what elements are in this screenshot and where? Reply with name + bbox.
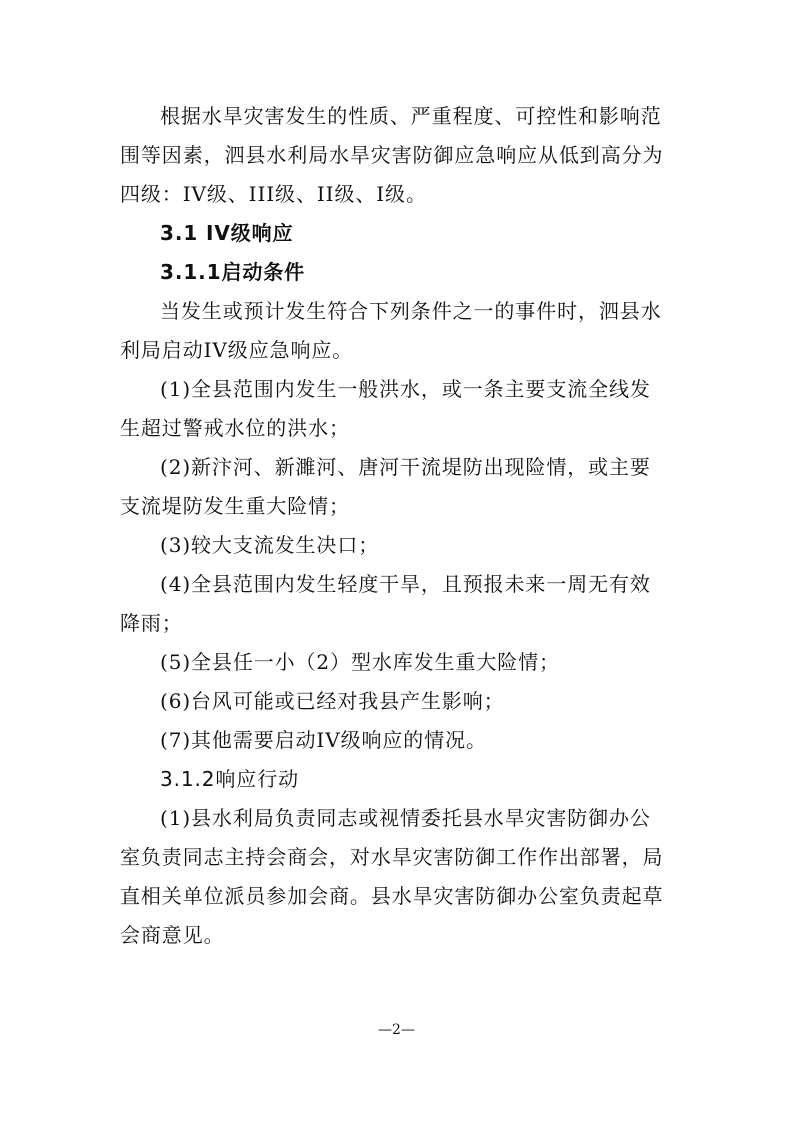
text-line: (5)全县任一小（2）型水库发生重大险情； (160, 650, 560, 674)
text-line: (6)台风可能或已经对我县产生影响； (160, 689, 505, 713)
text-line: (2)新汴河、新濉河、唐河干流堤防出现险情，或主要 (160, 455, 651, 479)
document-body (120, 97, 686, 955)
text-line: (7)其他需要启动IV级响应的情况。 (160, 728, 487, 752)
text-line: 支流堤防发生重大险情； (120, 494, 350, 518)
text-line: 生超过警戒水位的洪水； (120, 416, 350, 440)
section-heading-3-1 (120, 214, 686, 253)
condition-item-1 (120, 370, 686, 448)
section-heading-3-1-2 (120, 760, 686, 799)
condition-item-7 (120, 721, 686, 760)
text-line: (1)全县范围内发生一般洪水，或一条主要支流全线发 (160, 377, 651, 401)
condition-item-3 (120, 526, 686, 565)
section-heading-3-1-1 (120, 253, 686, 292)
action-item-1 (120, 799, 686, 955)
page-number: —2— (378, 1022, 415, 1038)
condition-item-4 (120, 565, 686, 643)
condition-item-2 (120, 448, 686, 526)
intro-paragraph (120, 97, 686, 214)
text-line: 当发生或预计发生符合下列条件之一的事件时，泗县水 (160, 299, 662, 323)
text-line: 直相关单位派员参加会商。县水旱灾害防御办公室负责起草 (120, 884, 664, 908)
text-line: (4)全县范围内发生轻度干旱，且预报未来一周无有效 (160, 572, 651, 596)
condition-item-6 (120, 682, 686, 721)
heading-text: 3.1.1启动条件 (160, 260, 306, 284)
heading-text: 3.1 IV级响应 (160, 221, 294, 245)
condition-intro-paragraph (120, 292, 686, 370)
text-line: 利局启动IV级应急响应。 (120, 338, 354, 362)
text-line: 室负责同志主持会商会，对水旱灾害防御工作作出部署，局 (120, 845, 664, 869)
text-line: 四级：IV级、III级、II级、I级。 (120, 182, 427, 206)
text-line: 会商意见。 (120, 923, 225, 947)
text-line: 围等因素，泗县水利局水旱灾害防御应急响应从低到高分为 (120, 143, 664, 167)
heading-text: 3.1.2响应行动 (160, 767, 299, 791)
text-line: (3)较大支流发生决口； (160, 533, 380, 557)
text-line: 降雨； (120, 611, 183, 635)
condition-item-5 (120, 643, 686, 682)
text-line: 根据水旱灾害发生的性质、严重程度、可控性和影响范 (160, 104, 662, 128)
text-line: (1)县水利局负责同志或视情委托县水旱灾害防御办公 (160, 806, 651, 830)
